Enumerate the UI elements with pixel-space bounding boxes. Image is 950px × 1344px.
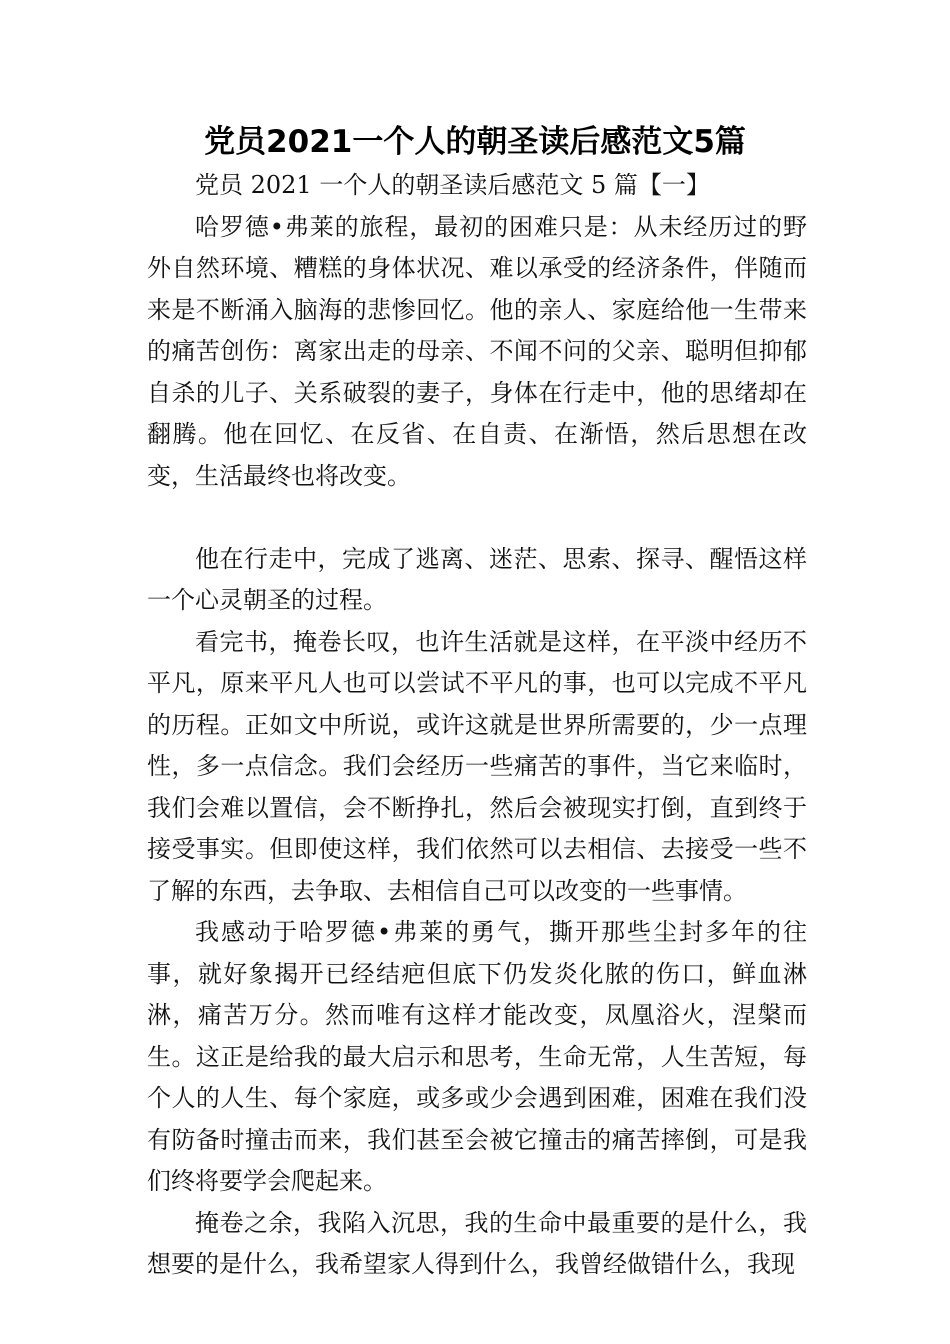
section-heading: 党员 2021 一个人的朝圣读后感范文 5 篇【一】 bbox=[195, 171, 710, 199]
paragraph: 哈罗德•弗莱的旅程，最初的困难只是：从未经历过的野外自然环境、糟糕的身体状况、难以承受的经济条件，伴随而来是不断涌入脑海的悲惨回忆。他的亲人、家庭给他一生带来的痛苦创伤：离家出走的母亲、不闻不问的父亲、聪明但抑郁自杀的儿子、关系破裂的妻子，身体在行走中，他的思绪却在翻腾。他在回忆、在反省、在自责、在渐悟，然后思想在改变，生活最终也将改变。 bbox=[147, 212, 807, 490]
document-body bbox=[147, 165, 807, 1286]
paragraph: 我感动于哈罗德•弗莱的勇气，撕开那些尘封多年的往事，就好象揭开已经结疤但底下仍发炎化脓的伤口，鲜血淋淋，痛苦万分。然而唯有这样才能改变，凤凰浴火，涅槃而生。这正是给我的最大启示和思考，生命无常，人生苦短，每个人的人生、每个家庭，或多或少会遇到困难，困难在我们没有防备时撞击而来，我们甚至会被它撞击的痛苦摔倒，可是我们终将要学会爬起来。 bbox=[147, 918, 807, 1195]
document-title: 党员2021一个人的朝圣读后感范文5篇 bbox=[204, 124, 746, 160]
paragraph: 掩卷之余，我陷入沉思，我的生命中最重要的是什么，我想要的是什么，我希望家人得到什么，我曾经做错什么，我现 bbox=[147, 1208, 807, 1278]
paragraph: 看完书，掩卷长叹，也许生活就是这样，在平淡中经历不平凡，原来平凡人也可以尝试不平凡的事，也可以完成不平凡的历程。正如文中所说，或许这就是世界所需要的，少一点理性，多一点信念。我们会经历一些痛苦的事件，当它来临时，我们会难以置信，会不断挣扎，然后会被现实打倒，直到终于接受事实。但即使这样，我们依然可以去相信、去接受一些不了解的东西，去争取、去相信自己可以改变的一些事情。 bbox=[147, 627, 807, 905]
paragraph: 他在行走中，完成了逃离、迷茫、思索、探寻、醒悟这样一个心灵朝圣的过程。 bbox=[147, 544, 807, 614]
